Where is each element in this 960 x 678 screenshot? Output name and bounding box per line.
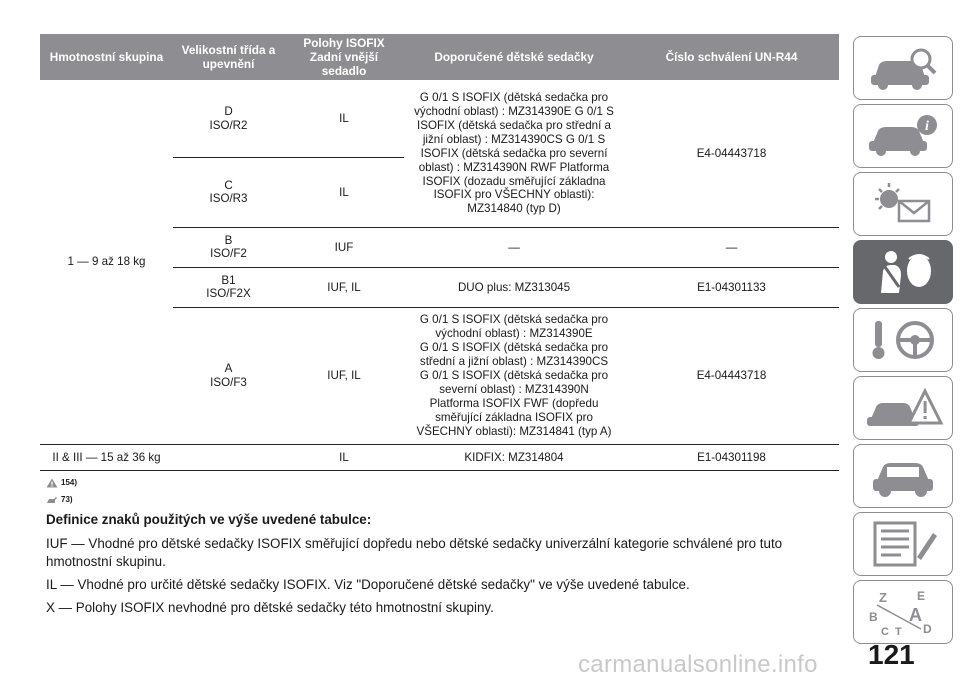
- warning-note[interactable]: [46, 474, 77, 491]
- specifications-icon: [861, 517, 945, 571]
- seat-cell: G 0/1 S ISOFIX (dětská sedačka pro východní oblast) : MZ314390E G 0/1 S ISOFIX (dětská sedačka pro střední a jižní oblast) : MZ314390CS G 0/1 S ISOFIX (dětská sedačka pro severní oblast) : MZ314390N RWF Platforma ISOFIX (dozadu směřující základna ISOFIX pro VŠECHNY oblasti): MZ314840 (typ D): [404, 80, 624, 227]
- weight-group-cell: 1 — 9 až 18 kg: [40, 80, 173, 444]
- seat-cell: G 0/1 S ISOFIX (dětská sedačka pro východní oblast) : MZ314390E G 0/1 S ISOFIX (dětská sedačka pro střední a jižní oblast) : MZ314390CS G 0/1 S ISOFIX (dětská sedačka pro severní oblast) : MZ314390N Platforma ISOFIX FWF (dopředu směřující základna ISOFIX pro VŠECHNY oblasti): MZ314841 (typ A): [404, 307, 624, 444]
- size-class-cell: B ISO/F2: [173, 227, 284, 267]
- seat-cell: DUO plus: MZ313045: [404, 267, 624, 307]
- header-size-class: Velikostní třída a upevnění: [173, 34, 284, 80]
- isofix-table: [40, 34, 839, 471]
- approval-cell: E1-04301133: [624, 267, 839, 307]
- safety-airbag-icon: [861, 245, 945, 299]
- position-cell: IL: [284, 444, 404, 470]
- svg-text:i: i: [925, 119, 929, 134]
- position-cell: IUF: [284, 227, 404, 267]
- emergency-icon: [861, 381, 945, 435]
- watermark: carmanualsonline.info: [578, 651, 818, 678]
- index-letter: A: [909, 605, 922, 625]
- warning-triangle-icon: [46, 478, 58, 488]
- size-class-cell: [173, 444, 284, 470]
- info-note[interactable]: [46, 491, 77, 508]
- definition-x: X — Polohy ISOFIX nevhodné pro dětské sedačky této hmotnostní skupiny.: [46, 600, 494, 616]
- seat-cell: —: [404, 227, 624, 267]
- tab-specifications[interactable]: [853, 512, 953, 576]
- table-row: [40, 444, 839, 470]
- size-class-cell: D ISO/R2: [173, 80, 284, 157]
- weight-group-cell: II & III — 15 až 36 kg: [40, 444, 173, 470]
- tab-warning-lights[interactable]: [853, 172, 953, 236]
- header-isofix-positions: Polohy ISOFIX Zadní vnější sedadlo: [284, 34, 404, 80]
- index-letter: T: [895, 626, 902, 638]
- size-class-cell: A ISO/F3: [173, 307, 284, 444]
- approval-cell: E4-04443718: [624, 80, 839, 227]
- header-approval-number: Číslo schválení UN-R44: [624, 34, 839, 80]
- car-search-icon: [861, 41, 945, 95]
- info-ref: 73): [61, 495, 73, 504]
- car-info-icon: [861, 109, 945, 163]
- approval-cell: E1-04301198: [624, 444, 839, 470]
- index-icon: [861, 585, 945, 639]
- tab-starting-driving[interactable]: [853, 308, 953, 372]
- footnote-refs: [46, 474, 77, 508]
- chapter-sidebar: [853, 36, 953, 648]
- definitions-section: [46, 511, 826, 622]
- table-header-row: [40, 34, 839, 80]
- position-cell: IL: [284, 157, 404, 227]
- tab-maintenance[interactable]: [853, 444, 953, 508]
- index-letter: E: [917, 589, 926, 603]
- definition-iuf: IUF — Vhodné pro dětské sedačky ISOFIX směřující dopředu nebo dětské sedačky univerzální kategorie schválené pro tuto hmotnostní skupinu.: [46, 536, 783, 570]
- position-cell: IUF, IL: [284, 267, 404, 307]
- index-letter: D: [923, 622, 932, 636]
- size-class-cell: B1 ISO/F2X: [173, 267, 284, 307]
- definition-il: IL — Vhodné pro určité dětské sedačky ISOFIX. Viz "Doporučené dětské sedačky" ve výše uvedené tabulce.: [46, 577, 690, 593]
- position-cell: IL: [284, 80, 404, 157]
- approval-cell: E4-04443718: [624, 307, 839, 444]
- seat-cell: KIDFIX: MZ314804: [404, 444, 624, 470]
- warning-lights-icon: [861, 177, 945, 231]
- size-class-cell: C ISO/R3: [173, 157, 284, 227]
- tab-car-search[interactable]: [853, 36, 953, 100]
- index-letter: B: [869, 610, 878, 624]
- tab-emergency[interactable]: [853, 376, 953, 440]
- starting-driving-icon: [861, 313, 945, 367]
- maintenance-icon: [861, 449, 945, 503]
- tab-car-info[interactable]: [853, 104, 953, 168]
- warning-ref: 154): [61, 478, 78, 487]
- definitions-title: Definice znaků použitých ve výše uvedené tabulce:: [46, 512, 372, 527]
- approval-cell: —: [624, 227, 839, 267]
- position-cell: IUF, IL: [284, 307, 404, 444]
- header-weight-group: Hmotnostní skupina: [40, 34, 173, 80]
- header-recommended-seats: Doporučené dětské sedačky: [404, 34, 624, 80]
- table-row: [40, 80, 839, 157]
- tab-safety[interactable]: [853, 240, 953, 304]
- index-letter: C: [881, 626, 889, 638]
- page-number: 121: [868, 639, 915, 670]
- tab-index[interactable]: [853, 580, 953, 644]
- index-letter: Z: [879, 590, 887, 605]
- oil-can-icon: [46, 495, 58, 505]
